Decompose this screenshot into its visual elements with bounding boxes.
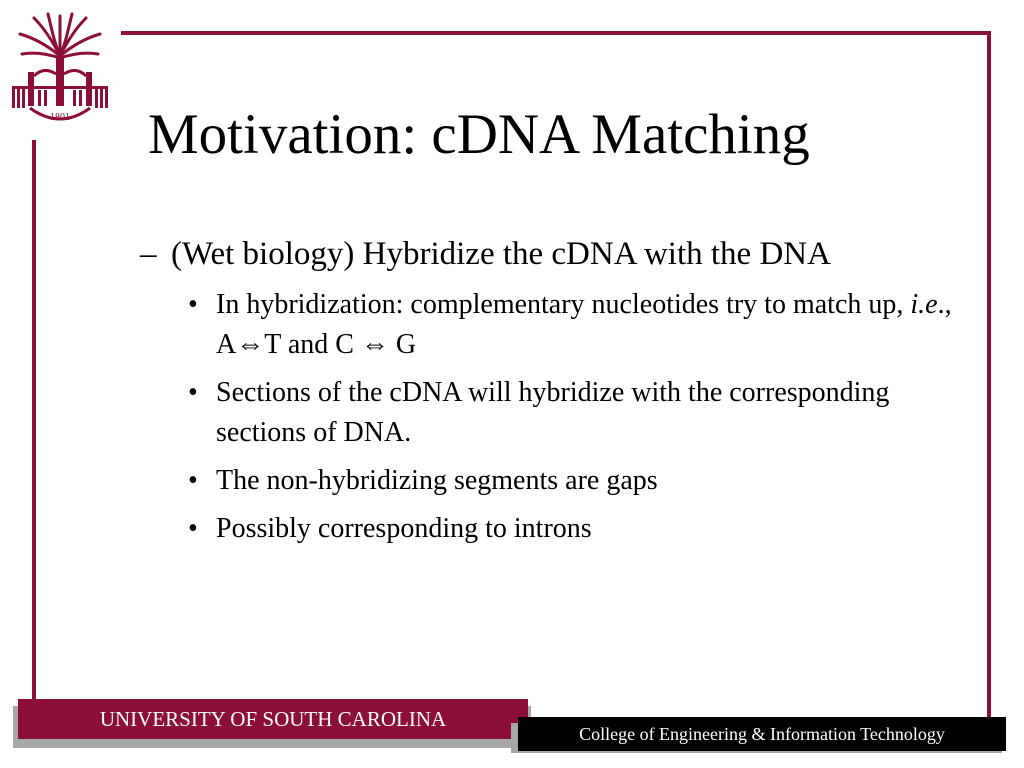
bullet-marker: •	[188, 513, 198, 544]
usc-palmetto-seal-icon	[8, 10, 112, 128]
slide-title: Motivation: cDNA Matching	[148, 103, 810, 166]
bullet-text-before: In hybridization: complementary nucleotides try to match up,	[216, 289, 911, 320]
bullet-text: The non-hybridizing segments are gaps	[216, 465, 658, 496]
slide-content	[140, 232, 960, 557]
bullet-level2	[140, 509, 960, 549]
frame-right-line	[987, 31, 991, 721]
bullet-marker: •	[188, 289, 198, 320]
bullet-level2	[140, 285, 960, 365]
bullet-level2	[140, 373, 960, 453]
college-banner: College of Engineering & Information Technology	[518, 717, 1006, 751]
bullet-text-after: ., A⇔T and C ⇔ G	[216, 289, 952, 360]
bullet-marker: •	[188, 377, 198, 408]
dash-marker: –	[140, 236, 157, 272]
university-banner: UNIVERSITY OF SOUTH CAROLINA	[18, 699, 528, 739]
bullet-text: Possibly corresponding to introns	[216, 513, 592, 544]
bullet-marker: •	[188, 465, 198, 496]
frame-left-line	[32, 140, 36, 700]
logo-year: 1801	[50, 112, 70, 123]
bullet-level2	[140, 461, 960, 501]
bullet-level1	[140, 232, 960, 277]
bullet-text: (Wet biology) Hybridize the cDNA with the DNA	[171, 236, 831, 272]
frame-top-line	[121, 31, 991, 35]
bullet-text-italic: i.e	[910, 289, 938, 320]
bullet-text: Sections of the cDNA will hybridize with the corresponding sections of DNA.	[216, 377, 890, 448]
